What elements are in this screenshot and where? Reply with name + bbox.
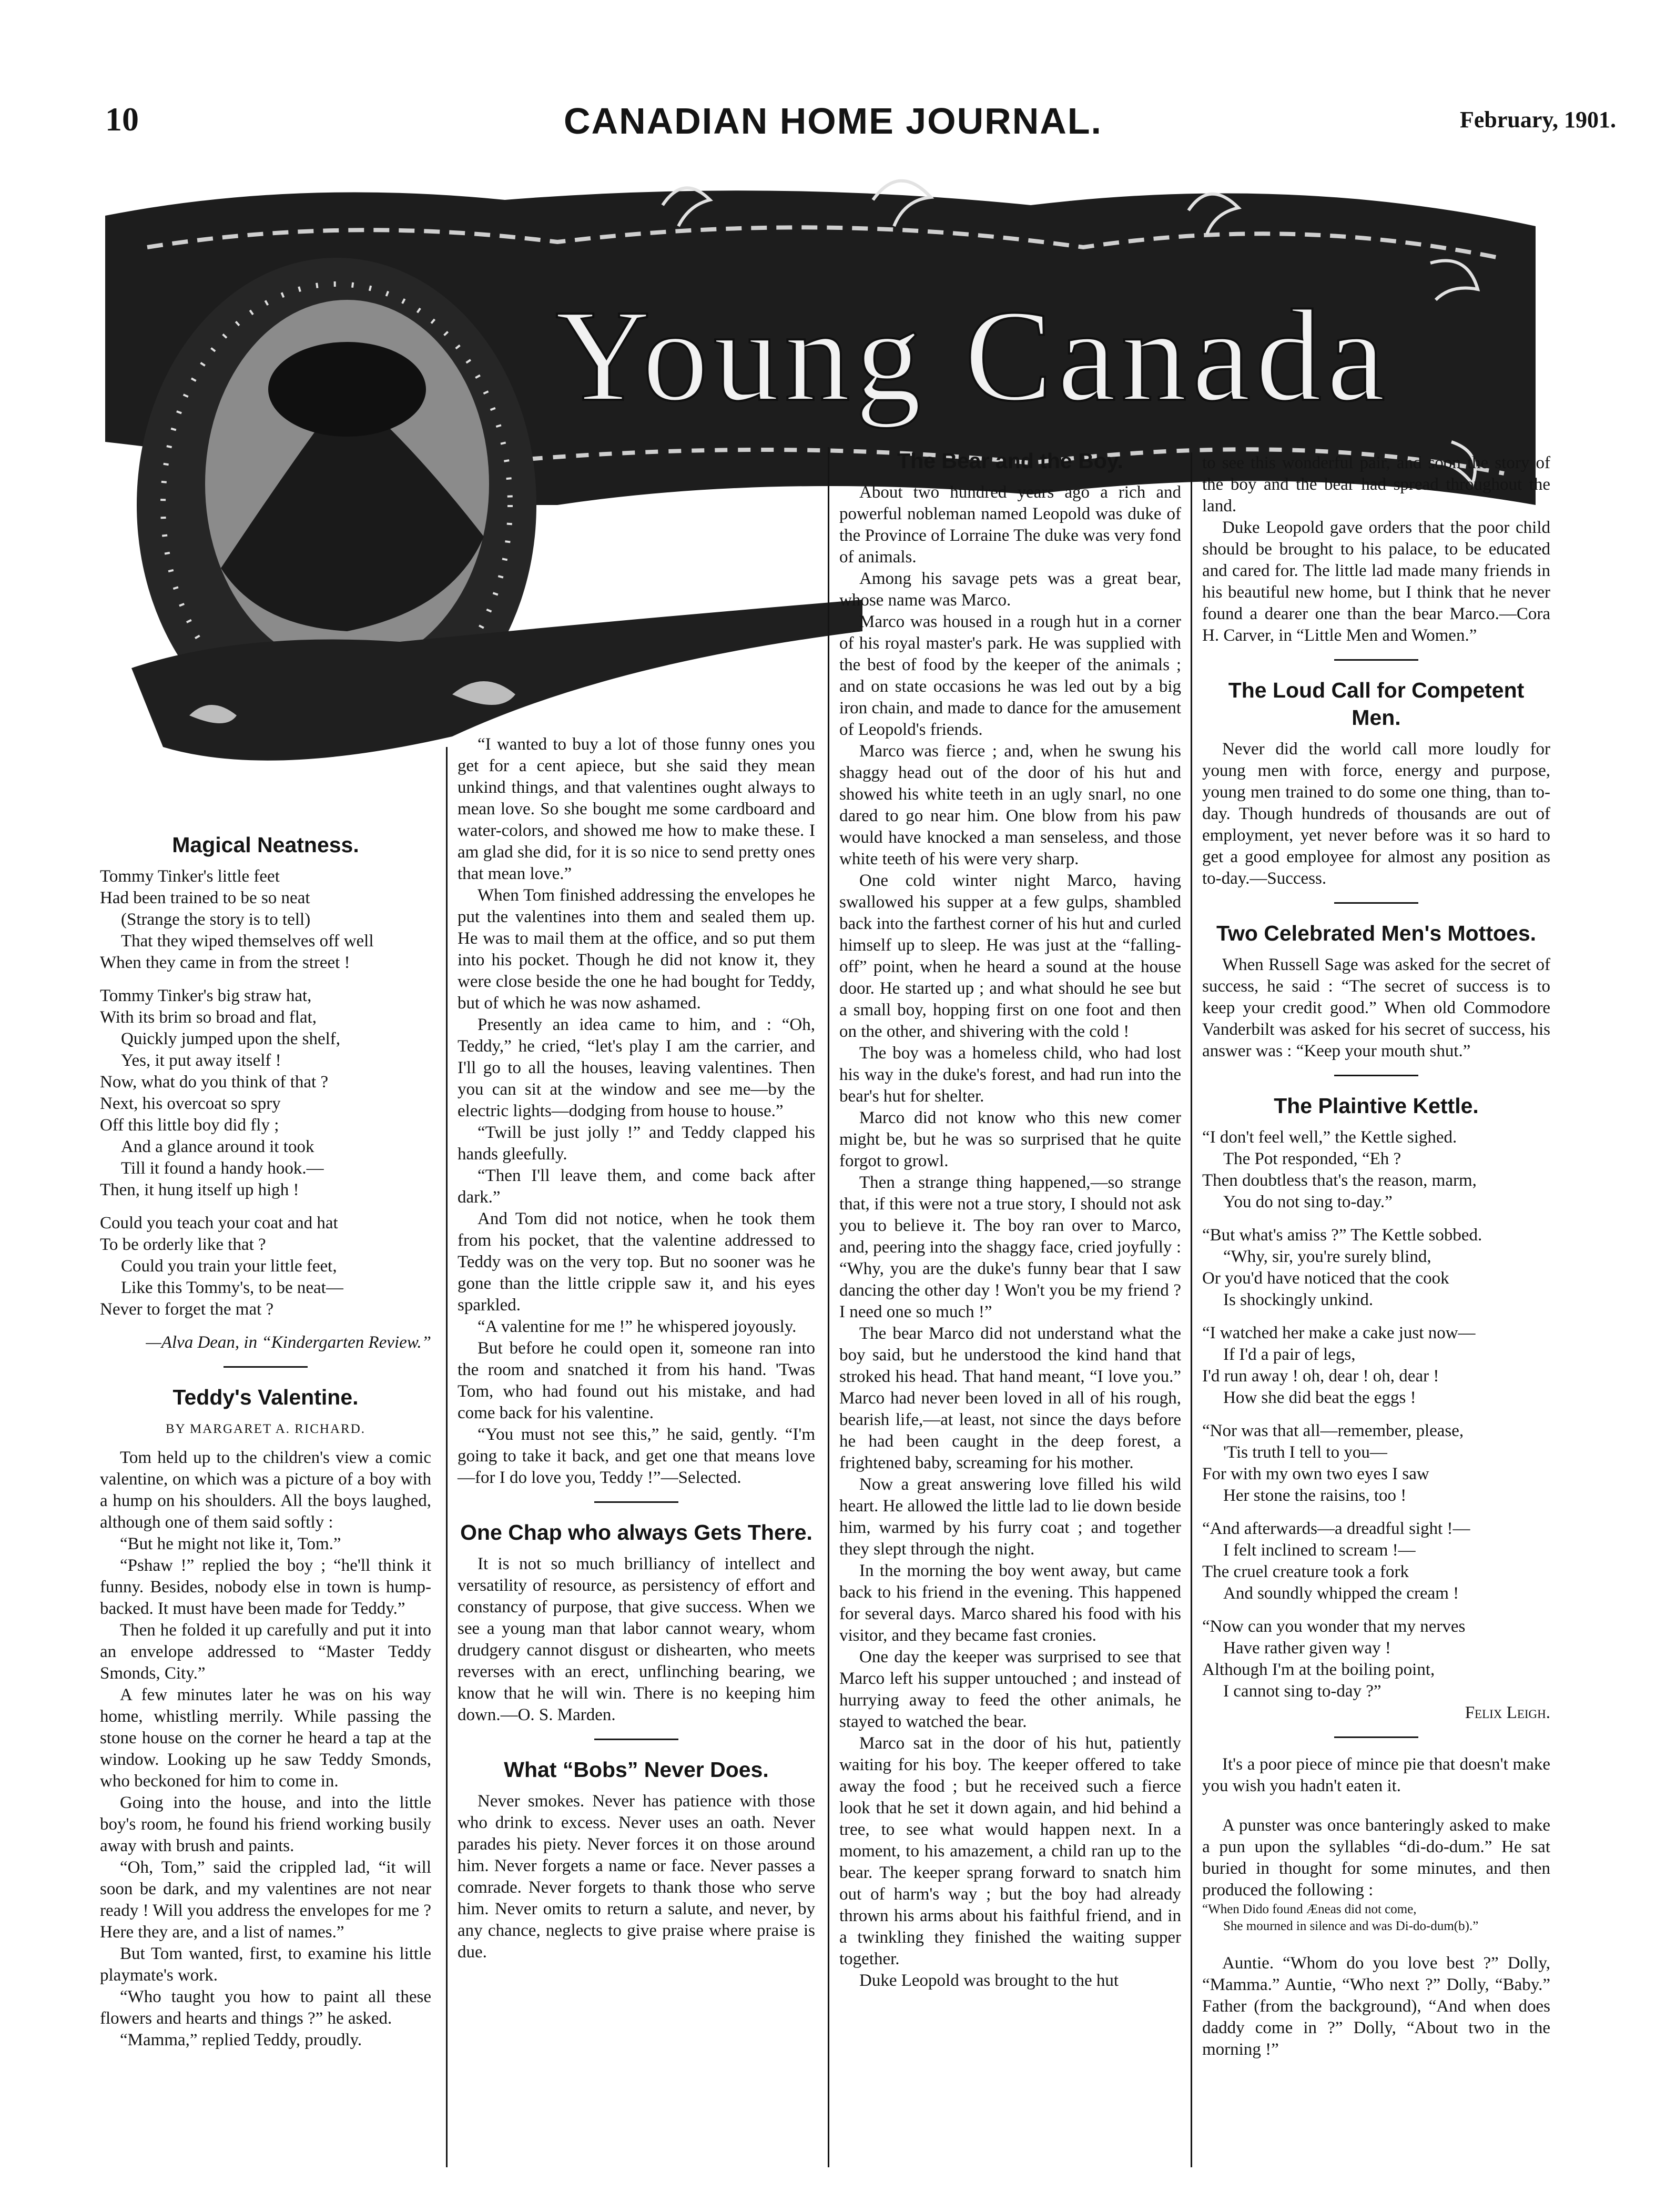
one-chap-paragraph: It is not so much brilliancy of intellect and versatility of resource, as persistency of effort and constancy of purpose, that give success. When we see a young man that labor cannot weary, whom drudgery cannot disgust or dishearten, who meets reverses with an erect, unflinching bearing, we know that he will win. There is no keeping him down.—O. S. Marden. [458, 1554, 815, 1724]
verse-line: Could you teach your coat and hat [100, 1214, 338, 1233]
issue-date: February, 1901. [1460, 107, 1616, 133]
spacer [1202, 1797, 1550, 1815]
story-paragraph: “Then I'll leave them, and come back after dark.” [458, 1166, 815, 1207]
verse-line: Like this Tommy's, to be neat— [121, 1278, 343, 1297]
section-divider [224, 1366, 308, 1368]
story-paragraph: A few minutes later he was on his way home, whistling merrily. While passing the stone house on the corner he heard a tap at the window. Looking up he saw Teddy Smonds, who beckoned for him to come in. [100, 1685, 431, 1791]
story-paragraph: Duke Leopold gave orders that the poor child should be brought to his palace, to be educated and cared for. The little lad made many friends in his beautiful new home, but I think that he never found a dearer one than the bear Marco.—Cora H. Carver, in “Little Men and Women.” [1202, 518, 1550, 645]
column-rule-1 [446, 747, 448, 2167]
story-paragraph: Marco was fierce ; and, when he swung his shaggy head out of the door of his hut and showed his white teeth in an ugly snarl, no one dared to go near him. One blow from his paw would have knocked a man senseless, and those white teeth of his were very sharp. [839, 742, 1181, 868]
masthead [0, 100, 1666, 158]
verse-line: The Pot responded, “Eh ? [1223, 1149, 1401, 1168]
story-paragraph: Marco did not know who this new comer might be, but he was so surprised that he quite forgot to growl. [839, 1108, 1181, 1170]
punster-paragraph: A punster was once banteringly asked to make a pun upon the syllables “di-do-dum.” He sat buried in thought for some minutes, and then produced the following : [1202, 1816, 1550, 1900]
story-paragraph: Marco sat in the door of his hut, patiently waiting for his boy. The keeper offered to take away the food ; but he received such a fierce look that he set it down again, and hid behind a tree, to see what would happen next. In a moment, to his amazement, a child ran up to the bear. The keeper sprang forward to snatch him out of harm's way ; but the boy had already thrown his arms about his faithful friend, and in a twinkling they finished the waiting supper together. [839, 1734, 1181, 1968]
story-paragraph: “Pshaw !” replied the boy ; “he'll think it funny. Besides, nobody else in town is hump-backed. It must have been made for Teddy.” [100, 1556, 431, 1618]
story-paragraph: “You must not see this,” he said, gently. “I'm going to take it back, and get one that means love—for I do love you, Teddy !”—Selected. [458, 1425, 815, 1487]
one-chap-title: One Chap who always Gets There. [460, 1520, 812, 1544]
story-paragraph: The bear Marco did not understand what the boy said, but he understood the kind hand that stroked his head. That hand meant, “I love you.” Marco had never been loved in all of his rough, bearish life,—at least, not since the days before he had been caught in the deep forest, a frightened baby, screaming for his mother. [839, 1324, 1181, 1472]
story-paragraph: Marco was housed in a rough hut in a corner of his royal master's park. He was supplied with the best of food by the keeper of the animals ; and on state occasions he was led out by a big iron chain, and made to dance for the amusement of Leopold's friends. [839, 612, 1181, 739]
column-rule-2 [828, 447, 829, 2167]
verse-line: How she did beat the eggs ! [1223, 1388, 1416, 1407]
story-paragraph: Presently an idea came to him, and : “Oh, Teddy,” he cried, “let's play I am the carrier, and I'll go to all the houses, leaving valentines. Then you can sit at the window and see me—by the electric lights—dodging from house to house.” [458, 1015, 815, 1120]
auntie-paragraph: Auntie. “Whom do you love best ?” Dolly, “Mamma.” Auntie, “Who next ?” Dolly, “Baby.” Father (from the background), “And when does daddy come in ?” Dolly, “About two in the morning !” [1202, 1954, 1550, 2059]
verse-line: 'Tis truth I tell to you— [1223, 1443, 1387, 1462]
verse-line: (Strange the story is to tell) [121, 910, 311, 929]
verse-line: Then doubtless that's the reason, marm, [1202, 1171, 1477, 1190]
verse-line: Although I'm at the boiling point, [1202, 1660, 1435, 1679]
mottoes-paragraph: When Russell Sage was asked for the secret of success, he said : “The secret of success is to keep your credit good.” When old Commodore Vanderbilt was asked for his secret of success, his answer was : “Keep your mouth shut.” [1202, 955, 1550, 1060]
banner-title: Young Canada [555, 283, 1390, 429]
column-rule-3 [1191, 452, 1192, 2167]
kettle-stanza [1202, 1322, 1550, 1409]
verse-line: Then, it hung itself up high ! [100, 1180, 299, 1199]
verse-line: The cruel creature took a fork [1202, 1562, 1409, 1581]
story-paragraph: “I wanted to buy a lot of those funny ones you get for a cent apiece, but she said they mean unkind things, and that valentines ought always to mean love. So she bought me some cardboard and water-colors, and showed me how to make these. I am glad she did, for it is so nice to send pretty ones that mean love.” [458, 735, 815, 883]
verse-line: Off this little boy did fly ; [100, 1116, 279, 1135]
verse-line: Or you'd have noticed that the cook [1202, 1269, 1449, 1288]
story-paragraph: One day the keeper was surprised to see that Marco left his supper untouched ; and instead of hurrying away to feed the other animals, he stayed to watched the bear. [839, 1648, 1181, 1731]
mince-pie-paragraph: It's a poor piece of mince pie that doesn't make you wish you hadn't eaten it. [1202, 1755, 1550, 1795]
story-paragraph: “A valentine for me !” he whispered joyously. [478, 1317, 797, 1336]
verse-line: Next, his overcoat so spry [100, 1094, 281, 1113]
verse-line: Tommy Tinker's little feet [100, 867, 280, 886]
story-paragraph: The boy was a homeless child, who had lost his way in the duke's forest, and had run into the bear's hut for shelter. [839, 1044, 1181, 1106]
verse-line: Is shockingly unkind. [1223, 1290, 1374, 1309]
kettle-stanza [1202, 1127, 1550, 1213]
teddys-valentine-title: Teddy's Valentine. [172, 1385, 359, 1409]
verse-line: With its brim so broad and flat, [100, 1008, 317, 1027]
column-4 [1202, 452, 1550, 2061]
kettle-stanza [1202, 1420, 1550, 1507]
magical-neatness-stanza-3 [100, 1213, 431, 1320]
verse-line: To be orderly like that ? [100, 1235, 266, 1254]
magical-neatness-attribution: —Alva Dean, in “Kindergarten Review.” [146, 1333, 431, 1352]
verse-line: Her stone the raisins, too ! [1223, 1486, 1407, 1505]
verse-line: Till it found a handy hook.— [121, 1159, 324, 1178]
story-paragraph: Then a strange thing happened,—so strange that, if this were not a true story, I should not ask you to believe it. The boy ran over to Marco, and, peering into the shaggy face, cried joyfully : “Why, you are the duke's funny bear that I saw dancing the other day ! Won't you be my friend ? I need one so much !” [839, 1173, 1181, 1321]
verse-line: “Nor was that all—remember, please, [1202, 1421, 1464, 1440]
magical-neatness-stanza-1 [100, 866, 431, 974]
section-divider [1334, 902, 1418, 904]
page-number: 10 [105, 100, 139, 138]
loud-call-paragraph: Never did the world call more loudly for young men with force, energy and purpose, young men trained to do some one thing, than to-day. Though hundreds of thousands are out of employment, yet never before was it so hard to get a good employee for almost any position as to-day.—Success. [1202, 740, 1550, 888]
story-paragraph: Duke Leopold was brought to the hut [859, 1971, 1119, 1990]
section-divider [1334, 1736, 1418, 1738]
story-paragraph: But before he could open it, someone ran into the room and snatched it from his hand. 'Twas Tom, who had found out his mistake, and had come back for his valentine. [458, 1339, 815, 1422]
story-paragraph: In the morning the boy went away, but came back to his friend in the evening. This happened for several days. Marco shared his food with his visitor, and they became fast cronies. [839, 1561, 1181, 1645]
verse-line: Had been trained to be so neat [100, 888, 310, 907]
verse-line: Yes, it put away itself ! [121, 1051, 281, 1070]
verse-line: And a glance around it took [121, 1137, 314, 1156]
story-paragraph: to see this wonderful pair, and soon the story of the boy and the bear had spread throughout the land. [1202, 453, 1550, 516]
story-paragraph: Then he folded it up carefully and put it into an envelope addressed to “Master Teddy Smonds, City.” [100, 1621, 431, 1683]
story-paragraph: “But he might not like it, Tom.” [120, 1534, 341, 1553]
kettle-title: The Plaintive Kettle. [1274, 1094, 1479, 1118]
column-1 [100, 831, 431, 2051]
bobs-title: What “Bobs” Never Does. [504, 1758, 769, 1782]
spacer [1202, 1935, 1550, 1953]
verse-line: I'd run away ! oh, dear ! oh, dear ! [1202, 1367, 1439, 1386]
mottoes-title: Two Celebrated Men's Mottoes. [1216, 921, 1537, 945]
teddys-valentine-byline: BY MARGARET A. RICHARD. [165, 1422, 366, 1436]
verse-line: You do not sing to-day.” [1223, 1193, 1393, 1211]
column-3 [839, 447, 1181, 1992]
story-paragraph: Now a great answering love filled his wild heart. He allowed the little lad to lie down beside him, warmed by his furry coat ; and together they slept through the night. [839, 1475, 1181, 1559]
verse-line: I felt inclined to scream !— [1223, 1541, 1416, 1560]
publication-title: CANADIAN HOME JOURNAL. [564, 100, 1102, 142]
verse-line: “And afterwards—a dreadful sight !— [1202, 1519, 1470, 1538]
verse-line: For with my own two eyes I saw [1202, 1464, 1429, 1483]
bear-and-boy-title: The Bear and the Boy. [897, 449, 1123, 473]
magical-neatness-stanza-2 [100, 985, 431, 1201]
punster-verse-2: She mourned in silence and was Di-do-dum(b).” [1223, 1919, 1479, 1933]
verse-line: I cannot sing to-day ?” [1223, 1682, 1381, 1701]
verse-line: “But what's amiss ?” The Kettle sobbed. [1202, 1226, 1482, 1245]
verse-line: Could you train your little feet, [121, 1257, 337, 1276]
verse-line: “I don't feel well,” the Kettle sighed. [1202, 1128, 1457, 1147]
story-paragraph: Tom held up to the children's view a comic valentine, on which was a picture of a boy with a hump on his shoulders. All the boys laughed, although one of them said softly : [100, 1448, 431, 1532]
verse-line: If I'd a pair of legs, [1223, 1345, 1356, 1364]
story-paragraph: When Tom finished addressing the envelopes he put the valentines into them and sealed them up. He was to mail them at the office, and so put them into his pocket. Though he did not know it, they were close beside the one he had bought for Teddy, but of which he was now ashamed. [458, 886, 815, 1013]
story-paragraph: And Tom did not notice, when he took them from his pocket, that the valentine addressed to Teddy was on the very top. But no sooner was he gone than the little cripple saw it, and his eyes sparkled. [458, 1209, 815, 1315]
verse-line: And soundly whipped the cream ! [1223, 1584, 1459, 1603]
story-paragraph: About two hundred years ago a rich and powerful nobleman named Leopold was duke of the Province of Lorraine The duke was very fond of animals. [839, 483, 1182, 567]
verse-line: Quickly jumped upon the shelf, [121, 1029, 341, 1048]
verse-line: When they came in from the street ! [100, 953, 350, 972]
magical-neatness-title: Magical Neatness. [172, 833, 359, 857]
loud-call-title: The Loud Call for Competent Men. [1228, 678, 1525, 730]
kettle-stanza [1202, 1518, 1550, 1604]
punster-verse-1: “When Dido found Æneas did not come, [1202, 1902, 1417, 1916]
story-paragraph: Among his savage pets was a great bear, whose name was Marco. [839, 569, 1181, 610]
story-paragraph: One cold winter night Marco, having swallowed his supper at a few gulps, shambled back into the farthest corner of his hut and curled himself up to sleep. He was just at the “falling-off” point, when he heard a sound at the house door. He started up ; and what should he see but a small boy, hopping first on one foot and then on the other, and shivering with the cold ! [839, 871, 1181, 1041]
verse-line: Tommy Tinker's big straw hat, [100, 986, 312, 1005]
verse-line: “Why, sir, you're surely blind, [1223, 1247, 1431, 1266]
story-paragraph: “Twill be just jolly !” and Teddy clapped his hands gleefully. [458, 1123, 815, 1164]
story-paragraph: But Tom wanted, first, to examine his little playmate's work. [100, 1944, 431, 1985]
section-divider [594, 1739, 678, 1740]
bobs-paragraph: Never smokes. Never has patience with those who drink to excess. Never uses an oath. Never parades his piety. Never forces it on those around him. Never forgets a name or face. Never passes a comrade. Never forgets to thank those who serve him. Never omits to return a salute, and never, by any chance, neglects to give praise where praise is due. [458, 1792, 815, 1962]
story-paragraph: “Oh, Tom,” said the crippled lad, “it will soon be dark, and my valentines are not near ready ! Will you address the envelopes for me ? Here they are, and a list of names.” [100, 1858, 431, 1942]
verse-line: Now, what do you think of that ? [100, 1073, 329, 1092]
section-divider [594, 1501, 678, 1503]
tree-canopy [268, 342, 426, 437]
story-paragraph: Going into the house, and into the little boy's room, he found his friend working busily away with brush and paints. [100, 1793, 431, 1855]
section-divider [1334, 659, 1418, 661]
verse-line: Have rather given way ! [1223, 1639, 1391, 1658]
kettle-stanza [1202, 1616, 1550, 1702]
kettle-signature: Felix Leigh. [1465, 1703, 1550, 1722]
section-divider [1334, 1075, 1418, 1076]
verse-line: “Now can you wonder that my nerves [1202, 1617, 1466, 1636]
verse-line: Never to forget the mat ? [100, 1300, 274, 1319]
column-2 [458, 734, 815, 1963]
kettle-stanza [1202, 1225, 1550, 1311]
story-paragraph: “Mamma,” replied Teddy, proudly. [120, 2031, 362, 2049]
story-paragraph: “Who taught you how to paint all these flowers and hearts and things ?” he asked. [100, 1987, 431, 2028]
verse-line: That they wiped themselves off well [121, 932, 374, 951]
verse-line: “I watched her make a cake just now— [1202, 1324, 1476, 1342]
